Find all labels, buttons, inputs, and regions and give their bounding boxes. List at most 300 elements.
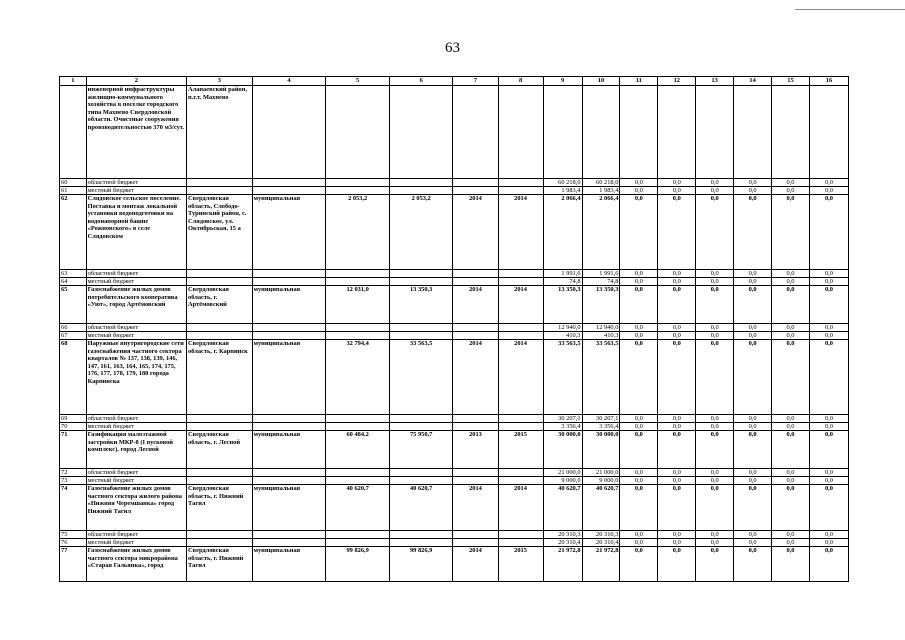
location — [187, 539, 253, 547]
ownership: муниципальная — [252, 286, 326, 324]
object-name: Газоснабжение жилых домов потребительского кооператива «Уют», город Артёмовский — [86, 286, 186, 324]
object-name: областной бюджет — [86, 270, 186, 278]
cell-c5: 60 484,2 — [326, 431, 390, 469]
object-name: Газоснабжение жилых домов частного сектора жилого района «Нижняя Черемшанка» город Нижний Тагил — [86, 485, 186, 531]
table-row — [60, 195, 849, 270]
cell-c8 — [498, 477, 543, 485]
cell-c11: 0,0 — [620, 270, 658, 278]
cell-c7: 2014 — [453, 340, 498, 415]
location — [187, 423, 253, 431]
top-rule — [795, 9, 905, 10]
cell-c10: 3 356,4 — [582, 423, 620, 431]
cell-c9: 12 940,0 — [543, 324, 582, 332]
cell-c6: 33 563,5 — [389, 340, 453, 415]
object-name: областной бюджет — [86, 179, 186, 187]
cell-c8 — [498, 539, 543, 547]
object-name: областной бюджет — [86, 415, 186, 423]
budget-row — [60, 477, 849, 485]
cell-c14: 0,0 — [734, 278, 772, 286]
cell-c13: 0,0 — [696, 469, 734, 477]
row-number: 72 — [60, 469, 87, 477]
cell-c6 — [389, 187, 453, 195]
row-number: 63 — [60, 270, 87, 278]
ownership — [252, 86, 326, 179]
cell-c15: 0,0 — [772, 278, 810, 286]
cell-c5: 99 826,9 — [326, 547, 390, 582]
cell-c14: 0,0 — [734, 539, 772, 547]
location: Алапаевский район, п.г.т. Махнево — [187, 86, 253, 179]
cell-c5: 40 620,7 — [326, 485, 390, 531]
object-name: Газификация малоэтажной застройки МКР-8 (I пусковой комплекс), город Лесной — [86, 431, 186, 469]
cell-c14 — [734, 86, 772, 179]
cell-c9: 13 350,3 — [543, 286, 582, 324]
cell-c15: 0,0 — [772, 415, 810, 423]
row-number: 70 — [60, 423, 87, 431]
object-name: местный бюджет — [86, 187, 186, 195]
cell-c6: 40 620,7 — [389, 485, 453, 531]
cell-c12: 0,0 — [658, 324, 696, 332]
cell-c8: 2014 — [498, 340, 543, 415]
location — [187, 469, 253, 477]
cell-c7 — [453, 86, 498, 179]
cell-c8 — [498, 270, 543, 278]
cell-c15: 0,0 — [772, 187, 810, 195]
cell-c6 — [389, 324, 453, 332]
cell-c16: 0,0 — [809, 539, 848, 547]
cell-c13: 0,0 — [696, 332, 734, 340]
table-row — [60, 431, 849, 469]
cell-c14: 0,0 — [734, 531, 772, 539]
column-header: 6 — [389, 77, 453, 86]
table-row — [60, 340, 849, 415]
cell-c12: 0,0 — [658, 270, 696, 278]
cell-c10: 20 310,4 — [582, 539, 620, 547]
cell-c14: 0,0 — [734, 469, 772, 477]
cell-c15: 0,0 — [772, 547, 810, 582]
cell-c13: 0,0 — [696, 195, 734, 270]
location: Свердловская область, г. Нижний Тагил — [187, 547, 253, 582]
location: Свердловская область, г. Артёмовский — [187, 286, 253, 324]
cell-c11: 0,0 — [620, 477, 658, 485]
location — [187, 477, 253, 485]
cell-c9: 30 000,0 — [543, 431, 582, 469]
cell-c5: 32 794,4 — [326, 340, 390, 415]
row-number: 77 — [60, 547, 87, 582]
cell-c16: 0,0 — [809, 340, 848, 415]
cell-c7: 2014 — [453, 547, 498, 582]
cell-c13: 0,0 — [696, 324, 734, 332]
cell-c6: 99 826,9 — [389, 547, 453, 582]
object-name: Наружные внутригородские сети газоснабжения частного сектора кварталов № 137, 138, 139, 146, 147, 161, 163, 164, 165, 174, 175, 176, 177, 178, 179, 180 города Карпинска — [86, 340, 186, 415]
object-name: местный бюджет — [86, 477, 186, 485]
cell-c16: 0,0 — [809, 431, 848, 469]
cell-c16: 0,0 — [809, 423, 848, 431]
cell-c12: 0,0 — [658, 477, 696, 485]
cell-c12: 0,0 — [658, 278, 696, 286]
ownership: муниципальная — [252, 485, 326, 531]
cell-c16 — [809, 86, 848, 179]
cell-c8 — [498, 324, 543, 332]
cell-c11: 0,0 — [620, 415, 658, 423]
header-row — [60, 77, 849, 86]
cell-c10: 40 620,7 — [582, 485, 620, 531]
cell-c13: 0,0 — [696, 286, 734, 324]
row-number: 69 — [60, 415, 87, 423]
object-name: местный бюджет — [86, 539, 186, 547]
ownership — [252, 332, 326, 340]
cell-c5 — [326, 469, 390, 477]
cell-c15: 0,0 — [772, 431, 810, 469]
cell-c9: 20 310,4 — [543, 539, 582, 547]
cell-c6 — [389, 86, 453, 179]
cell-c5 — [326, 531, 390, 539]
cell-c15: 0,0 — [772, 332, 810, 340]
cell-c15: 0,0 — [772, 340, 810, 415]
location: Свердловская область, г. Лесной — [187, 431, 253, 469]
cell-c12: 0,0 — [658, 431, 696, 469]
ownership — [252, 477, 326, 485]
location — [187, 415, 253, 423]
cell-c6 — [389, 278, 453, 286]
cell-c13: 0,0 — [696, 423, 734, 431]
cell-c6 — [389, 415, 453, 423]
column-header: 1 — [60, 77, 87, 86]
object-name: областной бюджет — [86, 324, 186, 332]
cell-c11: 0,0 — [620, 195, 658, 270]
cell-c12: 0,0 — [658, 423, 696, 431]
budget-row — [60, 278, 849, 286]
column-header: 13 — [696, 77, 734, 86]
cell-c7 — [453, 469, 498, 477]
cell-c11: 0,0 — [620, 340, 658, 415]
cell-c13 — [696, 86, 734, 179]
cell-c8 — [498, 179, 543, 187]
row-number: 66 — [60, 324, 87, 332]
cell-c14: 0,0 — [734, 270, 772, 278]
cell-c7 — [453, 332, 498, 340]
cell-c5: 2 053,2 — [326, 195, 390, 270]
cell-c7 — [453, 278, 498, 286]
cell-c7 — [453, 324, 498, 332]
cell-c8: 2014 — [498, 485, 543, 531]
column-header: 9 — [543, 77, 582, 86]
cell-c11: 0,0 — [620, 332, 658, 340]
location — [187, 332, 253, 340]
row-number: 74 — [60, 485, 87, 531]
cell-c13: 0,0 — [696, 415, 734, 423]
cell-c12 — [658, 86, 696, 179]
cell-c14: 0,0 — [734, 324, 772, 332]
ownership — [252, 278, 326, 286]
table-row — [60, 485, 849, 531]
cell-c7: 2014 — [453, 286, 498, 324]
investment-table — [59, 76, 849, 582]
cell-c15: 0,0 — [772, 423, 810, 431]
row-number: 67 — [60, 332, 87, 340]
cell-c5 — [326, 179, 390, 187]
cell-c16: 0,0 — [809, 278, 848, 286]
cell-c15: 0,0 — [772, 477, 810, 485]
budget-row — [60, 469, 849, 477]
cell-c16: 0,0 — [809, 179, 848, 187]
cell-c9: 9 000,0 — [543, 477, 582, 485]
ownership — [252, 415, 326, 423]
cell-c5 — [326, 423, 390, 431]
cell-c9: 21 972,8 — [543, 547, 582, 582]
cell-c5 — [326, 415, 390, 423]
column-header: 14 — [734, 77, 772, 86]
cell-c5 — [326, 187, 390, 195]
cell-c14: 0,0 — [734, 477, 772, 485]
cell-c8 — [498, 86, 543, 179]
cell-c15: 0,0 — [772, 485, 810, 531]
location: Свердловская область, г. Карпинск — [187, 340, 253, 415]
cell-c10: 21 972,8 — [582, 547, 620, 582]
cell-c14: 0,0 — [734, 286, 772, 324]
column-header: 4 — [252, 77, 326, 86]
table-row — [60, 547, 849, 582]
cell-c15: 0,0 — [772, 539, 810, 547]
cell-c7: 2014 — [453, 195, 498, 270]
cell-c15 — [772, 86, 810, 179]
cell-c12: 0,0 — [658, 415, 696, 423]
budget-row — [60, 179, 849, 187]
cell-c14: 0,0 — [734, 547, 772, 582]
cell-c16: 0,0 — [809, 187, 848, 195]
cell-c11: 0,0 — [620, 469, 658, 477]
cell-c12: 0,0 — [658, 195, 696, 270]
cell-c6 — [389, 469, 453, 477]
cell-c7 — [453, 477, 498, 485]
location: Свердловская область, Слободо-Туринский район, с. Слядовское, ул. Октябрьская, 15 а — [187, 195, 253, 270]
cell-c9 — [543, 86, 582, 179]
row-number: 73 — [60, 477, 87, 485]
cell-c7 — [453, 270, 498, 278]
cell-c5 — [326, 477, 390, 485]
cell-c15: 0,0 — [772, 270, 810, 278]
cell-c6 — [389, 179, 453, 187]
location — [187, 531, 253, 539]
cell-c11: 0,0 — [620, 431, 658, 469]
cell-c6 — [389, 477, 453, 485]
cell-c9: 2 066,4 — [543, 195, 582, 270]
row-number: 64 — [60, 278, 87, 286]
cell-c14: 0,0 — [734, 340, 772, 415]
cell-c5 — [326, 278, 390, 286]
cell-c11: 0,0 — [620, 187, 658, 195]
cell-c5 — [326, 324, 390, 332]
cell-c10: 33 563,5 — [582, 340, 620, 415]
row-number: 65 — [60, 286, 87, 324]
cell-c13: 0,0 — [696, 179, 734, 187]
cell-c13: 0,0 — [696, 278, 734, 286]
cell-c15: 0,0 — [772, 286, 810, 324]
cell-c7 — [453, 539, 498, 547]
location — [187, 278, 253, 286]
cell-c5: 12 031,0 — [326, 286, 390, 324]
cell-c10: 410,3 — [582, 332, 620, 340]
cell-c16: 0,0 — [809, 195, 848, 270]
cell-c8 — [498, 187, 543, 195]
budget-row — [60, 332, 849, 340]
cell-c15: 0,0 — [772, 469, 810, 477]
cell-c6: 2 053,2 — [389, 195, 453, 270]
cell-c6: 13 350,3 — [389, 286, 453, 324]
cell-c15: 0,0 — [772, 195, 810, 270]
cell-c16: 0,0 — [809, 547, 848, 582]
cell-c7 — [453, 179, 498, 187]
cell-c10: 60 218,0 — [582, 179, 620, 187]
cell-c9: 30 207,1 — [543, 415, 582, 423]
cell-c10: 13 350,3 — [582, 286, 620, 324]
cell-c7 — [453, 415, 498, 423]
cell-c8 — [498, 332, 543, 340]
cell-c5 — [326, 332, 390, 340]
cell-c9: 74,8 — [543, 278, 582, 286]
cell-c9: 60 218,0 — [543, 179, 582, 187]
cell-c9: 20 310,3 — [543, 531, 582, 539]
cell-c6 — [389, 531, 453, 539]
cell-c13: 0,0 — [696, 547, 734, 582]
cell-c14: 0,0 — [734, 423, 772, 431]
cell-c11: 0,0 — [620, 423, 658, 431]
cell-c14: 0,0 — [734, 332, 772, 340]
page-number: 63 — [445, 40, 460, 56]
cell-c8 — [498, 423, 543, 431]
object-name: инженерной инфраструктуры жилищно-коммунального хозяйства в поселке городского типа Махнево Свердловской области. Очистные сооружения производительностью 370 м3/сут. — [86, 86, 186, 179]
ownership — [252, 469, 326, 477]
cell-c13: 0,0 — [696, 539, 734, 547]
cell-c6 — [389, 423, 453, 431]
cell-c15: 0,0 — [772, 179, 810, 187]
row-number: 60 — [60, 179, 87, 187]
object-name: областной бюджет — [86, 469, 186, 477]
cell-c12: 0,0 — [658, 286, 696, 324]
cell-c10: 20 310,3 — [582, 531, 620, 539]
column-header: 2 — [86, 77, 186, 86]
ownership: муниципальная — [252, 340, 326, 415]
cell-c12: 0,0 — [658, 187, 696, 195]
cell-c8 — [498, 531, 543, 539]
row-number: 76 — [60, 539, 87, 547]
cell-c13: 0,0 — [696, 485, 734, 531]
cell-c10: 30 207,1 — [582, 415, 620, 423]
cell-c10: 74,8 — [582, 278, 620, 286]
cell-c7: 2013 — [453, 431, 498, 469]
cell-c9: 410,3 — [543, 332, 582, 340]
cell-c10 — [582, 86, 620, 179]
cell-c12: 0,0 — [658, 547, 696, 582]
cell-c11: 0,0 — [620, 286, 658, 324]
cell-c14: 0,0 — [734, 187, 772, 195]
budget-row — [60, 324, 849, 332]
budget-row — [60, 423, 849, 431]
cell-c9: 3 356,4 — [543, 423, 582, 431]
column-header: 3 — [187, 77, 253, 86]
budget-row — [60, 187, 849, 195]
column-header: 12 — [658, 77, 696, 86]
cell-c12: 0,0 — [658, 485, 696, 531]
cell-c13: 0,0 — [696, 187, 734, 195]
object-name: областной бюджет — [86, 531, 186, 539]
column-header: 16 — [809, 77, 848, 86]
cell-c9: 33 563,5 — [543, 340, 582, 415]
budget-row — [60, 270, 849, 278]
ownership — [252, 539, 326, 547]
row-number: 62 — [60, 195, 87, 270]
ownership: муниципальная — [252, 547, 326, 582]
column-header: 8 — [498, 77, 543, 86]
cell-c11: 0,0 — [620, 324, 658, 332]
cell-c13: 0,0 — [696, 270, 734, 278]
column-header: 7 — [453, 77, 498, 86]
cell-c10: 2 066,4 — [582, 195, 620, 270]
cell-c10: 30 000,0 — [582, 431, 620, 469]
cell-c10: 1 991,6 — [582, 270, 620, 278]
cell-c5 — [326, 86, 390, 179]
object-name: местный бюджет — [86, 423, 186, 431]
cell-c15: 0,0 — [772, 324, 810, 332]
cell-c9: 1 991,6 — [543, 270, 582, 278]
cell-c6 — [389, 270, 453, 278]
cell-c12: 0,0 — [658, 179, 696, 187]
object-name: Слядовское сельское поселение. Поставка и монтаж локальной установки водоподготовки на водонапорной башне «Рожновского» в селе Слядовском — [86, 195, 186, 270]
cell-c10: 1 983,4 — [582, 187, 620, 195]
location — [187, 324, 253, 332]
cell-c11: 0,0 — [620, 547, 658, 582]
row-number: 68 — [60, 340, 87, 415]
row-number: 71 — [60, 431, 87, 469]
table-row — [60, 286, 849, 324]
location: Свердловская область, г. Нижний Тагил — [187, 485, 253, 531]
cell-c14: 0,0 — [734, 415, 772, 423]
cell-c11: 0,0 — [620, 539, 658, 547]
cell-c8 — [498, 469, 543, 477]
budget-row — [60, 539, 849, 547]
cell-c11: 0,0 — [620, 485, 658, 531]
ownership — [252, 179, 326, 187]
object-name: местный бюджет — [86, 332, 186, 340]
cell-c16: 0,0 — [809, 477, 848, 485]
cell-c14: 0,0 — [734, 195, 772, 270]
cell-c16: 0,0 — [809, 332, 848, 340]
cell-c12: 0,0 — [658, 340, 696, 415]
column-header: 5 — [326, 77, 390, 86]
cell-c11: 0,0 — [620, 179, 658, 187]
cell-c11: 0,0 — [620, 278, 658, 286]
cell-c8: 2014 — [498, 195, 543, 270]
cell-c12: 0,0 — [658, 531, 696, 539]
location — [187, 270, 253, 278]
object-name: Газоснабжение жилых домов частного сектора микрорайона «Старая Гальянка», город — [86, 547, 186, 582]
cell-c8: 2015 — [498, 431, 543, 469]
cell-c9: 1 983,4 — [543, 187, 582, 195]
location — [187, 187, 253, 195]
ownership: муниципальная — [252, 195, 326, 270]
ownership — [252, 423, 326, 431]
cell-c11: 0,0 — [620, 531, 658, 539]
cell-c5 — [326, 539, 390, 547]
column-header: 10 — [582, 77, 620, 86]
cell-c7: 2014 — [453, 485, 498, 531]
column-header: 15 — [772, 77, 810, 86]
ownership — [252, 270, 326, 278]
row-number: 61 — [60, 187, 87, 195]
cell-c14: 0,0 — [734, 431, 772, 469]
ownership — [252, 187, 326, 195]
cell-c7 — [453, 423, 498, 431]
cell-c6 — [389, 539, 453, 547]
